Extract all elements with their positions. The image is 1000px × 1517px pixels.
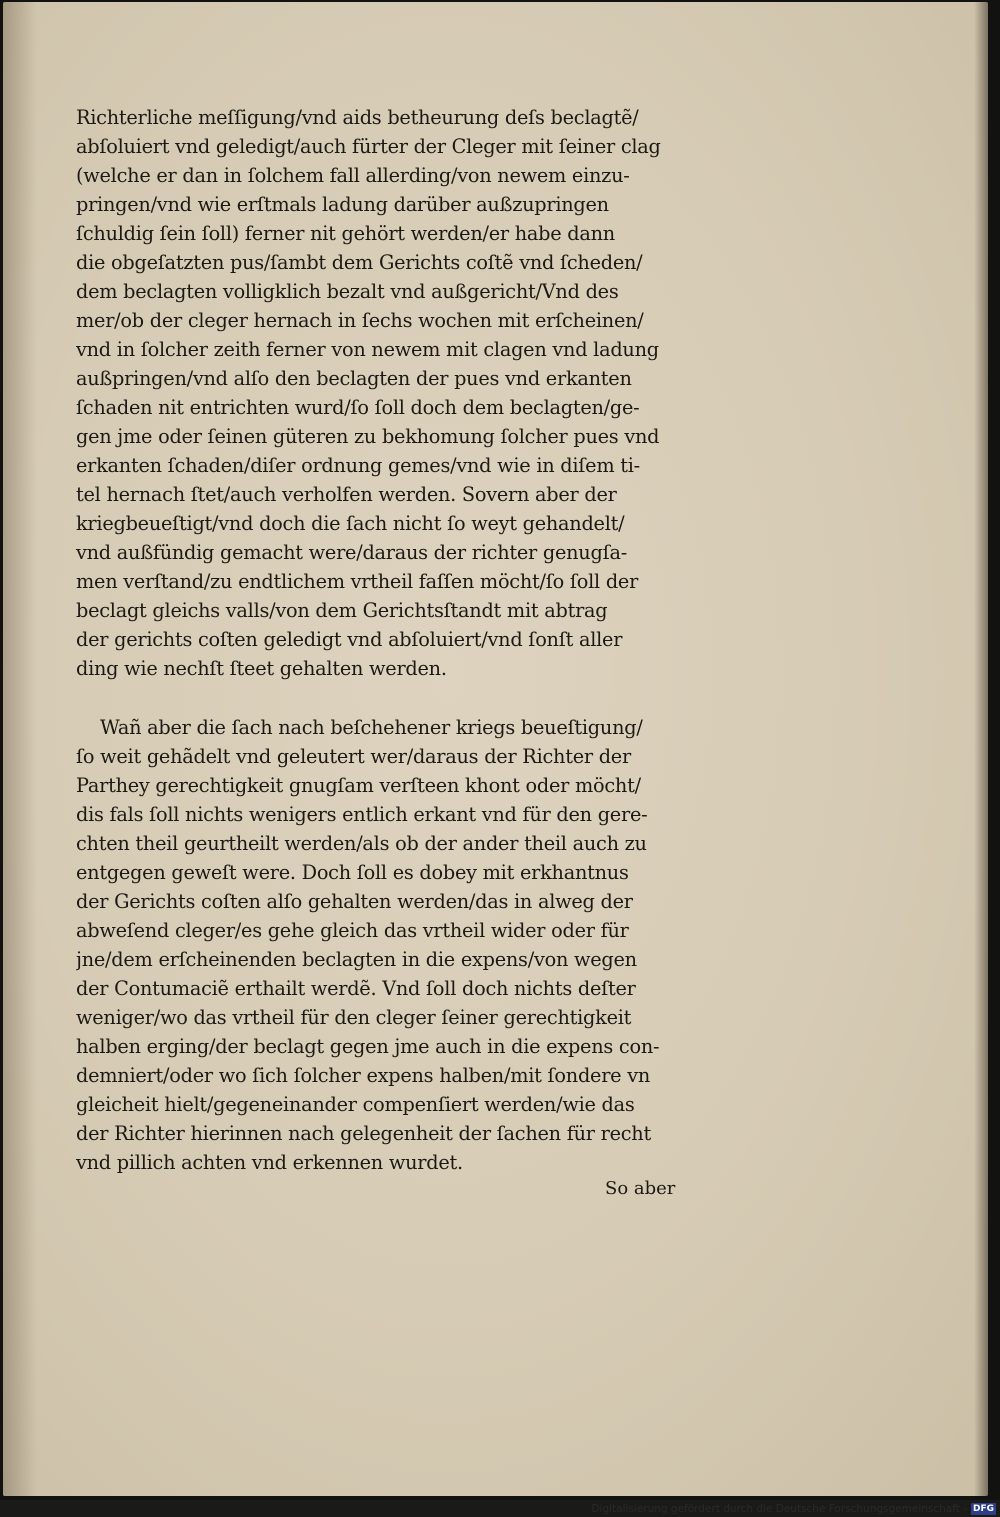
text-line: kriegbeueſtigt/vnd doch die ſach nicht ſo weyt gehandelt/ xyxy=(76,512,625,535)
text-line: weniger/wo das vrtheil für den cleger ſeiner gerechtigkeit xyxy=(76,1006,632,1029)
text-line: men verſtand/zu endtlichem vrtheil faſſen möcht/ſo ſoll der xyxy=(76,570,639,593)
digitization-footer xyxy=(591,1501,996,1517)
text-line: die obgeſatzten pus/ſambt dem Gerichts coſtẽ vnd ſcheden/ xyxy=(76,251,643,274)
text-line: gleicheit hielt/gegeneinander compenſiert werden/wie das xyxy=(76,1093,635,1116)
text-line: vnd außfündig gemacht were/daraus der richter genugſa- xyxy=(76,541,627,564)
text-line: mer/ob der cleger hernach in ſechs wochen mit erſcheinen/ xyxy=(76,309,644,332)
text-line: halben erging/der beclagt gegen jme auch in die expens con- xyxy=(76,1035,660,1058)
page-gutter-shadow xyxy=(3,2,37,1496)
text-line: ſo weit gehãdelt vnd geleutert wer/daraus der Richter der xyxy=(76,745,631,768)
text-line: chten theil geurtheilt werden/als ob der ander theil auch zu xyxy=(76,832,647,855)
text-line: Richterliche meſſigung/vnd aids betheurung deſs beclagtẽ/ xyxy=(76,106,639,129)
text-line: vnd in ſolcher zeith ferner von newem mit clagen vnd ladung xyxy=(76,338,659,361)
text-line: ding wie nechſt ſteet gehalten werden. xyxy=(76,657,447,680)
text-line: abweſend cleger/es gehe gleich das vrtheil wider oder für xyxy=(76,919,629,942)
text-line: tel hernach ſtet/auch verholfen werden. Sovern aber der xyxy=(76,483,617,506)
paragraph-2 xyxy=(76,713,690,1177)
catchword: So aber xyxy=(605,1178,676,1199)
text-line: der gerichts coſten geledigt vnd abſoluiert/vnd ſonſt aller xyxy=(76,628,623,651)
text-line: jne/dem erſcheinenden beclagten in die expens/von wegen xyxy=(76,948,637,971)
text-line: demniert/oder wo ſich ſolcher expens halben/mit ſondere vn xyxy=(76,1064,651,1087)
text-line: ſchaden nit entrichten wurd/ſo ſoll doch dem beclagten/ge- xyxy=(76,396,640,419)
text-line: ſchuldig ſein ſoll) ferner nit gehört werden/er habe dann xyxy=(76,222,615,245)
text-line: entgegen geweſt were. Doch ſoll es dobey mit erkhantnus xyxy=(76,861,629,884)
text-line: dem beclagten volligklich bezalt vnd außgericht/Vnd des xyxy=(76,280,619,303)
page-edge-shadow xyxy=(974,2,988,1496)
text-line: der Richter hierinnen nach gelegenheit der ſachen für recht xyxy=(76,1122,651,1145)
text-line: erkanten ſchaden/diſer ordnung gemes/vnd wie in diſem ti- xyxy=(76,454,640,477)
text-line: dis fals ſoll nichts wenigers entlich erkant vnd für den gere- xyxy=(76,803,648,826)
text-line: Wañ aber die ſach nach beſchehener kriegs beueſtigung/ xyxy=(100,716,643,739)
text-line: abſoluiert vnd geledigt/auch fürter der Cleger mit ſeiner clag xyxy=(76,135,661,158)
text-line: der Gerichts coſten alſo gehalten werden/das in alweg der xyxy=(76,890,633,913)
text-line: vnd pillich achten vnd erkennen wurdet. xyxy=(76,1151,463,1174)
text-line: der Contumaciẽ erthailt werdẽ. Vnd ſoll doch nichts deſter xyxy=(76,977,636,1000)
footer-credit-text: Digitalisierung gefördert durch die Deutsche Forschungsgemeinschaft - xyxy=(591,1503,967,1515)
text-line: außpringen/vnd alſo den beclagten der pues vnd erkanten xyxy=(76,367,632,390)
paragraph-1 xyxy=(76,103,690,683)
text-line: (welche er dan in ſolchem fall allerding/von newem einzu- xyxy=(76,164,630,187)
text-line: gen jme oder ſeinen güteren zu bekhomung ſolcher pues vnd xyxy=(76,425,660,448)
text-line: beclagt gleichs valls/von dem Gerichtsſtandt mit abtrag xyxy=(76,599,608,622)
text-line: Parthey gerechtigkeit gnugſam verſteen khont oder möcht/ xyxy=(76,774,641,797)
text-line: pringen/vnd wie erſtmals ladung darüber außzupringen xyxy=(76,193,609,216)
dfg-logo[interactable]: DFG xyxy=(972,1504,994,1514)
